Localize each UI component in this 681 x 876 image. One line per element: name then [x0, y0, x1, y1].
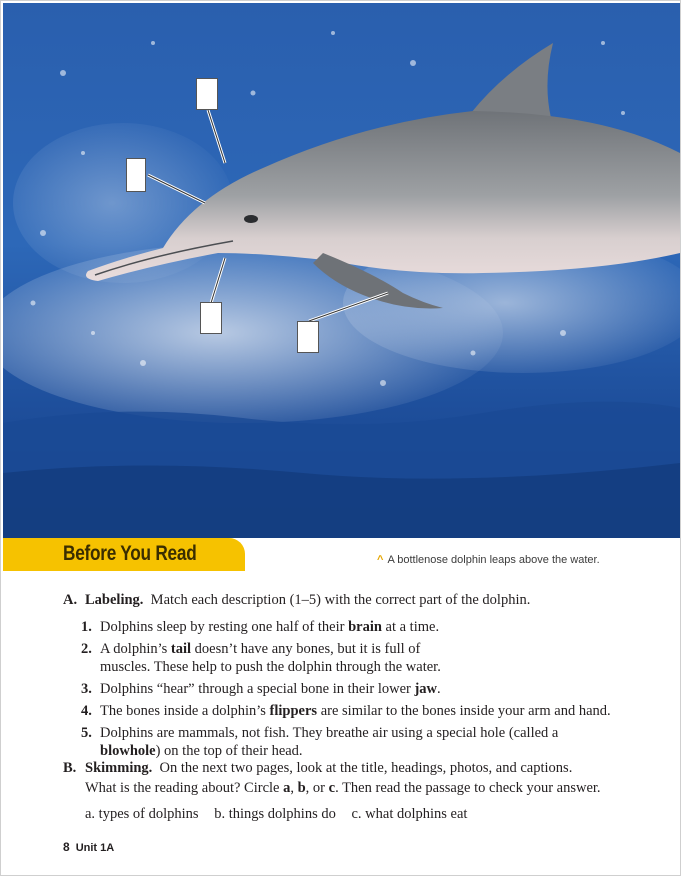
page-number: 8 [63, 840, 70, 854]
section-labeling [63, 590, 623, 764]
section-banner [3, 538, 245, 571]
item-keyword: tail [170, 641, 192, 657]
answer-option-a[interactable]: a. types of dolphins [85, 806, 199, 822]
option-letter: a [283, 780, 291, 796]
item-keyword: blowhole [100, 743, 156, 759]
option-letter: c [328, 780, 336, 796]
item-number: 3. [81, 681, 92, 697]
answer-option-c[interactable]: c. what dolphins eat [351, 806, 468, 822]
separator: , [290, 780, 298, 796]
description-list [63, 618, 623, 760]
item-text: . [437, 681, 441, 697]
section-letter: A. [63, 592, 78, 608]
separator: , or [305, 780, 329, 796]
answer-options [63, 804, 623, 824]
list-item [63, 680, 623, 698]
item-keyword: jaw [414, 681, 438, 697]
page-footer [63, 840, 114, 854]
label-box-3[interactable] [200, 302, 222, 334]
list-item [63, 724, 620, 760]
list-item [63, 702, 623, 720]
item-text: Dolphins are mammals, not fish. They breathe air using a special hole (called a [100, 725, 559, 741]
item-keyword: brain [348, 619, 382, 635]
label-box-1[interactable] [196, 78, 218, 110]
section-instruction-line [63, 778, 623, 798]
section-instruction: On the next two pages, look at the title, headings, photos, and captions. [159, 760, 573, 776]
section-label: Skimming. [85, 760, 153, 776]
caption-text: A bottlenose dolphin leaps above the water. [387, 554, 600, 566]
item-text: doesn’t have any bones, but it is full of muscles. These help to push the dolphin through the water. [100, 641, 441, 675]
section-title: Before You Read [63, 542, 197, 565]
item-text: Dolphins sleep by resting one half of their [100, 619, 349, 635]
answer-option-b[interactable]: b. things dolphins do [214, 806, 336, 822]
item-number: 2. [81, 641, 92, 657]
label-box-4[interactable] [297, 321, 319, 353]
section-label: Labeling. [85, 592, 144, 608]
item-text: The bones inside a dolphin’s [100, 703, 270, 719]
item-number: 5. [81, 725, 92, 741]
label-box-2[interactable] [126, 158, 146, 192]
item-text: ) on the top of their head. [155, 743, 303, 759]
section-letter: B. [63, 760, 77, 776]
option-letter: b [297, 780, 306, 796]
item-keyword: flippers [269, 703, 318, 719]
item-number: 4. [81, 703, 92, 719]
list-item [63, 618, 623, 636]
instruction-text: What is the reading about? Circle [85, 780, 284, 796]
item-text: Dolphins “hear” through a special bone in their lower [100, 681, 415, 697]
section-skimming [63, 758, 623, 824]
item-text: at a time. [381, 619, 440, 635]
unit-label: Unit 1A [75, 842, 115, 854]
caret-icon: ^ [377, 554, 384, 566]
dolphin-photo [3, 3, 680, 538]
section-instruction: Match each description (1–5) with the correct part of the dolphin. [150, 592, 531, 608]
instruction-text: . Then read the passage to check your answer. [335, 780, 601, 796]
item-text: are similar to the bones inside your arm and hand. [317, 703, 611, 719]
item-text: A dolphin’s [100, 641, 171, 657]
item-number: 1. [81, 619, 92, 635]
list-item [63, 640, 472, 676]
photo-caption [377, 554, 600, 566]
